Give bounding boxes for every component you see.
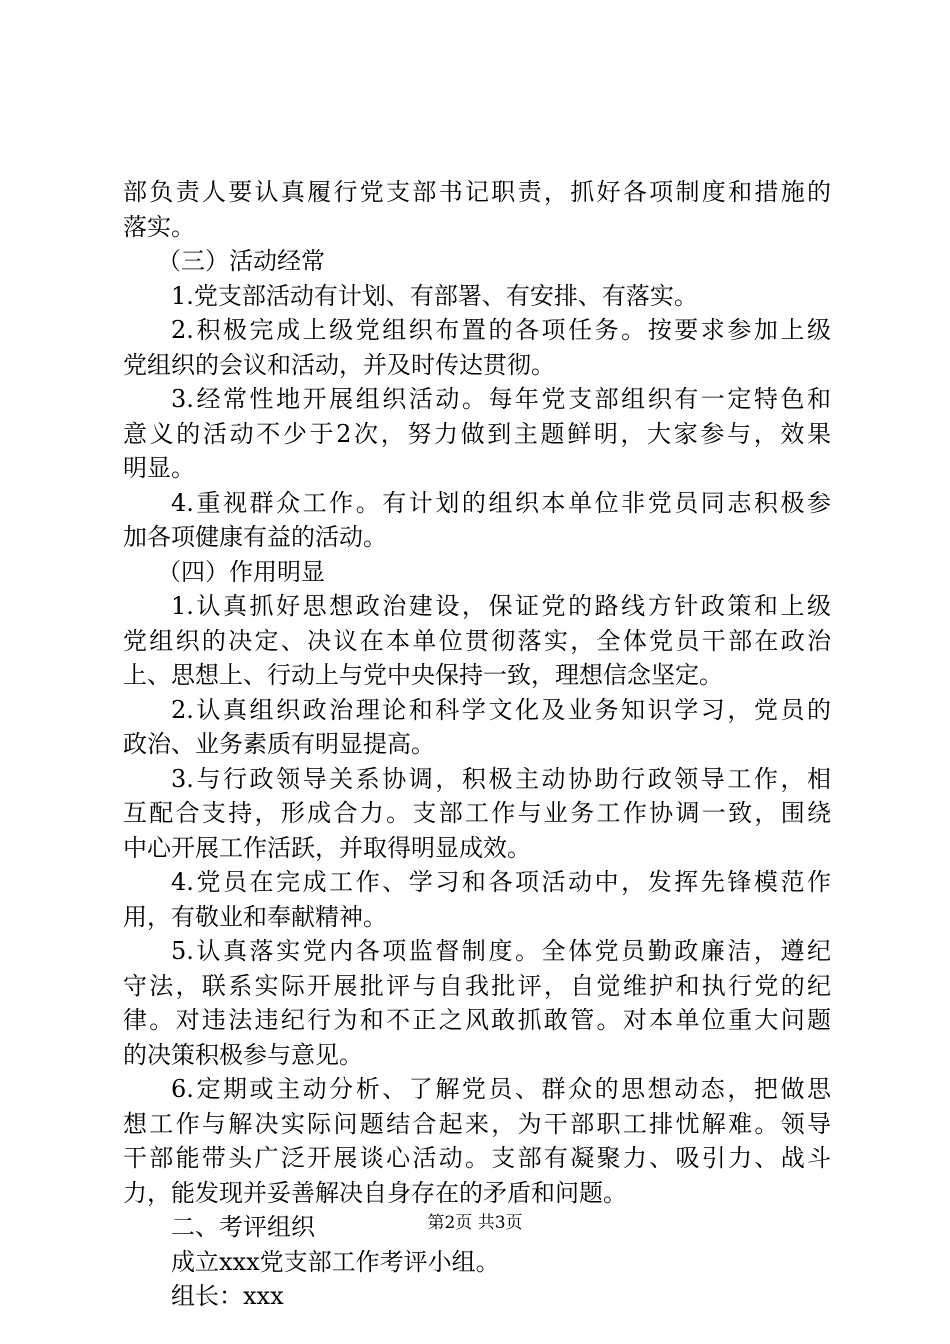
paragraph-line: 明显。 bbox=[123, 454, 195, 482]
paragraph-line: 4.党员在完成工作、学习和各项活动中，发挥先锋模范作 bbox=[171, 868, 831, 896]
document-body bbox=[123, 175, 831, 1314]
paragraph-line: 1.认真抓好思想政治建设，保证党的路线方针政策和上级 bbox=[171, 592, 831, 620]
paragraph-line: （四）作用明显 bbox=[157, 557, 325, 586]
paragraph-line: 2.积极完成上级党组织布置的各项任务。按要求参加上级 bbox=[171, 316, 831, 344]
page-number-label: 第2页 共3页 bbox=[427, 1213, 523, 1233]
paragraph-line: 5.认真落实党内各项监督制度。全体党员勤政廉洁，遵纪 bbox=[171, 937, 831, 965]
paragraph-line: 3.与行政领导关系协调，积极主动协助行政领导工作，相 bbox=[171, 764, 831, 793]
paragraph-line: 上、思想上、行动上与党中央保持一致，理想信念坚定。 bbox=[123, 661, 723, 689]
paragraph-line: 1.党支部活动有计划、有部署、有安排、有落实。 bbox=[171, 281, 698, 310]
paragraph-line: 党组织的决定、决议在本单位贯彻落实，全体党员干部在政治 bbox=[123, 626, 831, 655]
paragraph-line: 互配合支持，形成合力。支部工作与业务工作协调一致，围绕 bbox=[123, 799, 831, 827]
paragraph-line: 6.定期或主动分析、了解党员、群众的思想动态，把做思 bbox=[171, 1075, 831, 1103]
paragraph-line: 组长：xxx bbox=[171, 1282, 284, 1310]
paragraph-line: 4.重视群众工作。有计划的组织本单位非党员同志积极参 bbox=[171, 488, 831, 517]
paragraph-line: 力，能发现并妥善解决自身存在的矛盾和问题。 bbox=[123, 1178, 627, 1207]
paragraph-line: （三）活动经常 bbox=[157, 247, 325, 275]
paragraph-line: 加各项健康有益的活动。 bbox=[123, 523, 387, 551]
paragraph-line: 成立xxx党支部工作考评小组。 bbox=[171, 1247, 500, 1276]
paragraph-line: 的决策积极参与意见。 bbox=[123, 1040, 363, 1069]
paragraph-line: 中心开展工作活跃，并取得明显成效。 bbox=[123, 833, 531, 862]
paragraph-line: 党组织的会议和活动，并及时传达贯彻。 bbox=[123, 350, 555, 379]
paragraph-line: 二、考评组织 bbox=[171, 1213, 315, 1241]
paragraph-line: 守法，联系实际开展批评与自我批评，自觉维护和执行党的纪 bbox=[123, 971, 831, 1000]
paragraph-line: 政治、业务素质有明显提高。 bbox=[123, 730, 435, 758]
paragraph-line: 2.认真组织政治理论和科学文化及业务知识学习，党员的 bbox=[171, 695, 831, 724]
paragraph-line: 干部能带头广泛开展谈心活动。支部有凝聚力、吸引力、战斗 bbox=[123, 1144, 831, 1172]
page-footer bbox=[0, 1212, 950, 1234]
paragraph-line: 落实。 bbox=[123, 212, 195, 241]
paragraph-line: 3.经常性地开展组织活动。每年党支部组织有一定特色和 bbox=[171, 385, 831, 413]
paragraph-line: 用，有敬业和奉献精神。 bbox=[123, 902, 387, 931]
paragraph-line: 意义的活动不少于2次，努力做到主题鲜明，大家参与，效果 bbox=[123, 419, 831, 448]
paragraph-line: 律。对违法违纪行为和不正之风敢抓敢管。对本单位重大问题 bbox=[123, 1006, 831, 1034]
paragraph-line: 部负责人要认真履行党支部书记职责，抓好各项制度和措施的 bbox=[123, 178, 831, 206]
paragraph-line: 想工作与解决实际问题结合起来，为干部职工排忧解难。领导 bbox=[123, 1109, 831, 1138]
